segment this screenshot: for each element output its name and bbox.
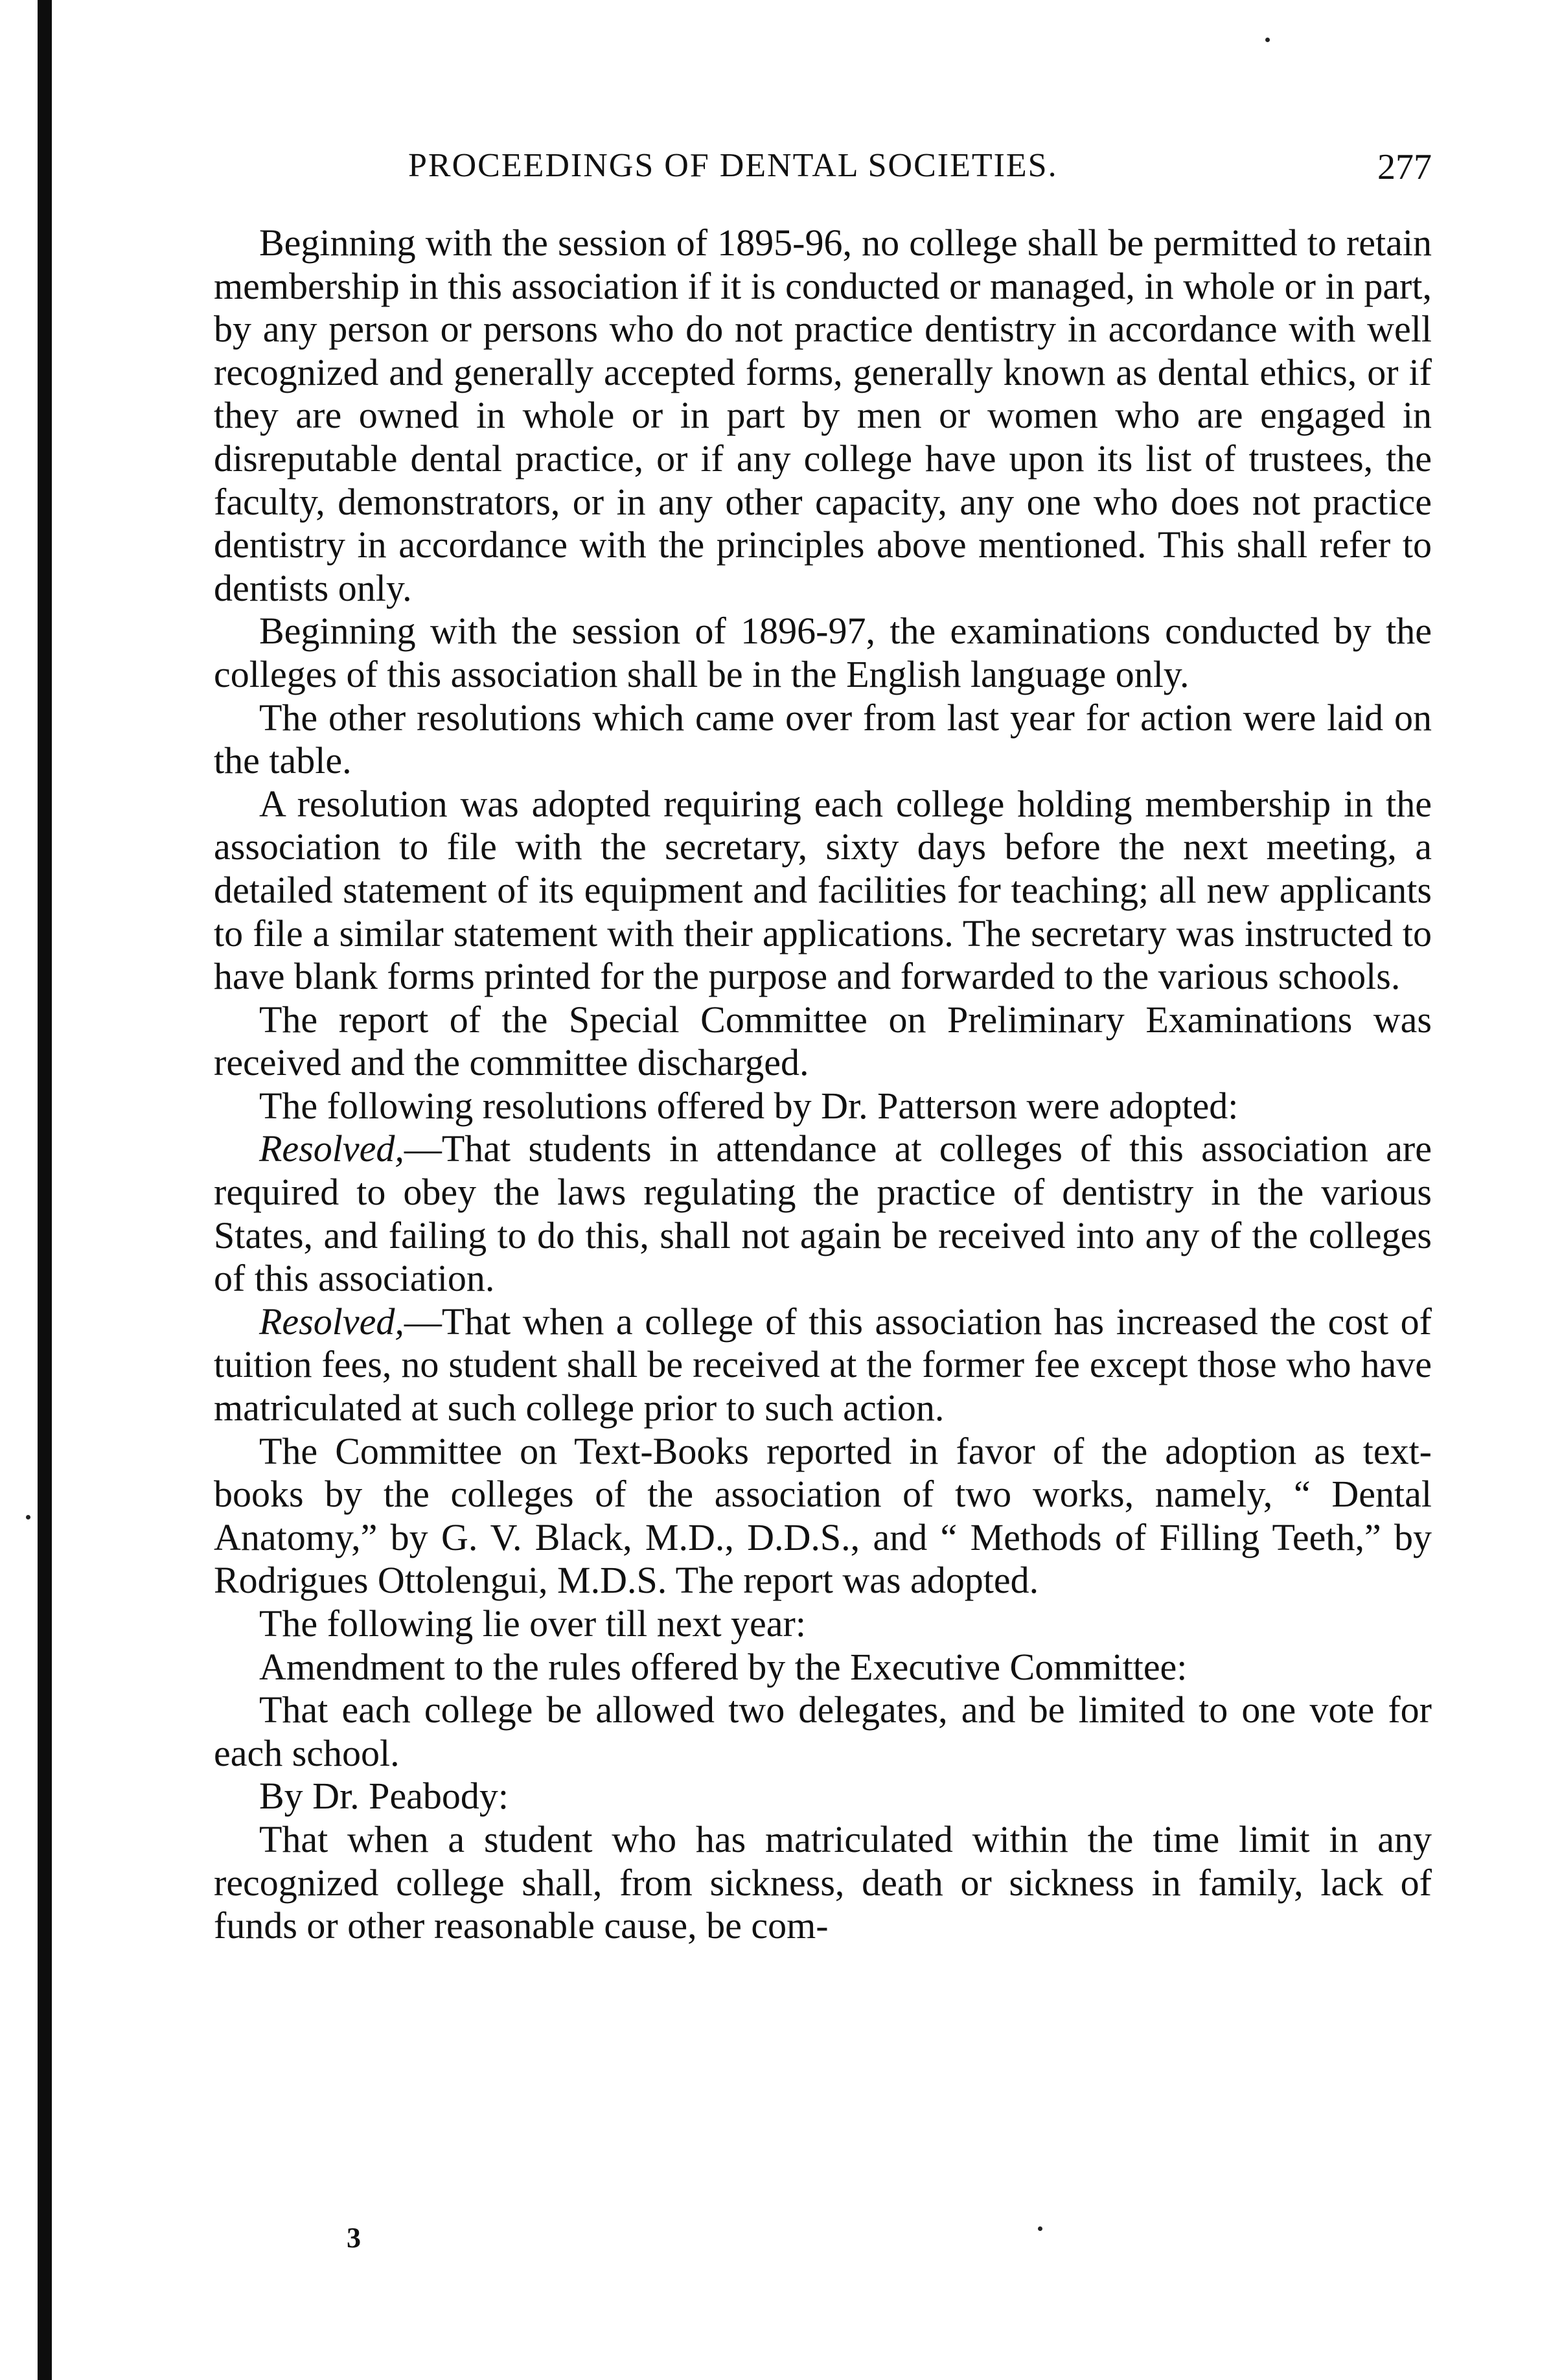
resolution-text: —That when a college of this association has increased the cost of tuition fees, no student shall be received at the former fee except those who have matriculated at such college prior to such action. xyxy=(214,1300,1432,1429)
page-number: 277 xyxy=(1377,147,1432,187)
paragraph: The Committee on Text-Books reported in favor of the adoption as text-books by the colleges of the association of two works, namely, “ Dental Anatomy,” by G. V. Black, M.D., D.D.S., and “ Methods of Filling Teeth,” by Rodrigues Ottolengui, M.D.S. The report was adopted. xyxy=(214,1429,1432,1602)
resolution-paragraph xyxy=(214,1300,1432,1430)
paragraph: Amendment to the rules offered by the Executive Committee: xyxy=(259,1645,1188,1688)
paragraph: By Dr. Peabody: xyxy=(259,1775,509,1818)
resolution-paragraph xyxy=(214,1127,1432,1300)
binding-edge xyxy=(38,0,52,2380)
signature-mark: 3 xyxy=(347,2222,361,2254)
paragraph: Beginning with the session of 1896-97, the examinations conducted by the colleges of this association shall be in the English language only. xyxy=(214,610,1432,695)
paragraph: The following lie over till next year: xyxy=(259,1602,806,1645)
margin-dot xyxy=(1265,38,1270,42)
resolution-text: —That students in attendance at colleges of this association are required to obey the laws regulating the practice of dentistry in the various States, and failing to do this, shall not again be received into any of the colleges of this association. xyxy=(214,1127,1432,1300)
paragraph: A resolution was adopted requiring each college holding membership in the association to file with the secretary, sixty days before the next meeting, a detailed statement of its equipment and facilities for teaching; all new applicants to file a similar statement with their applications. The secretary was instructed to have blank forms printed for the purpose and forwarded to the various schools. xyxy=(214,782,1432,998)
text-column xyxy=(214,222,1432,1948)
paragraph: The other resolutions which came over from last year for action were laid on the table. xyxy=(214,696,1432,782)
paragraph: The following resolutions offered by Dr. Patterson were adopted: xyxy=(259,1084,1239,1127)
margin-dot xyxy=(1038,2226,1042,2231)
margin-dot xyxy=(26,1515,30,1519)
running-title: PROCEEDINGS OF DENTAL SOCIETIES. xyxy=(408,147,1058,184)
running-head xyxy=(214,146,1432,198)
paragraph: Beginning with the session of 1895-96, no college shall be permitted to retain membership in this association if it is conducted or managed, in whole or in part, by any person or persons who do not practice dentistry in accordance with well recognized and generally accepted forms, generally known as dental ethics, or if they are owned in whole or in part by men or women who are engaged in disreputable dental practice, or if any college have upon its list of trustees, the faculty, demonstrators, or in any other capacity, any one who does not practice dentistry in accordance with the principles above mentioned. This shall refer to dentists only. xyxy=(214,222,1432,609)
resolved-label: Resolved, xyxy=(259,1127,404,1170)
paragraph: That each college be allowed two delegates, and be limited to one vote for each school. xyxy=(214,1689,1432,1774)
paragraph: The report of the Special Committee on Preliminary Examinations was received and the committee discharged. xyxy=(214,998,1432,1084)
resolved-label: Resolved, xyxy=(259,1300,404,1343)
paragraph: That when a student who has matriculated within the time limit in any recognized college shall, from sickness, death or sickness in family, lack of funds or other reasonable cause, be com- xyxy=(214,1818,1432,1947)
